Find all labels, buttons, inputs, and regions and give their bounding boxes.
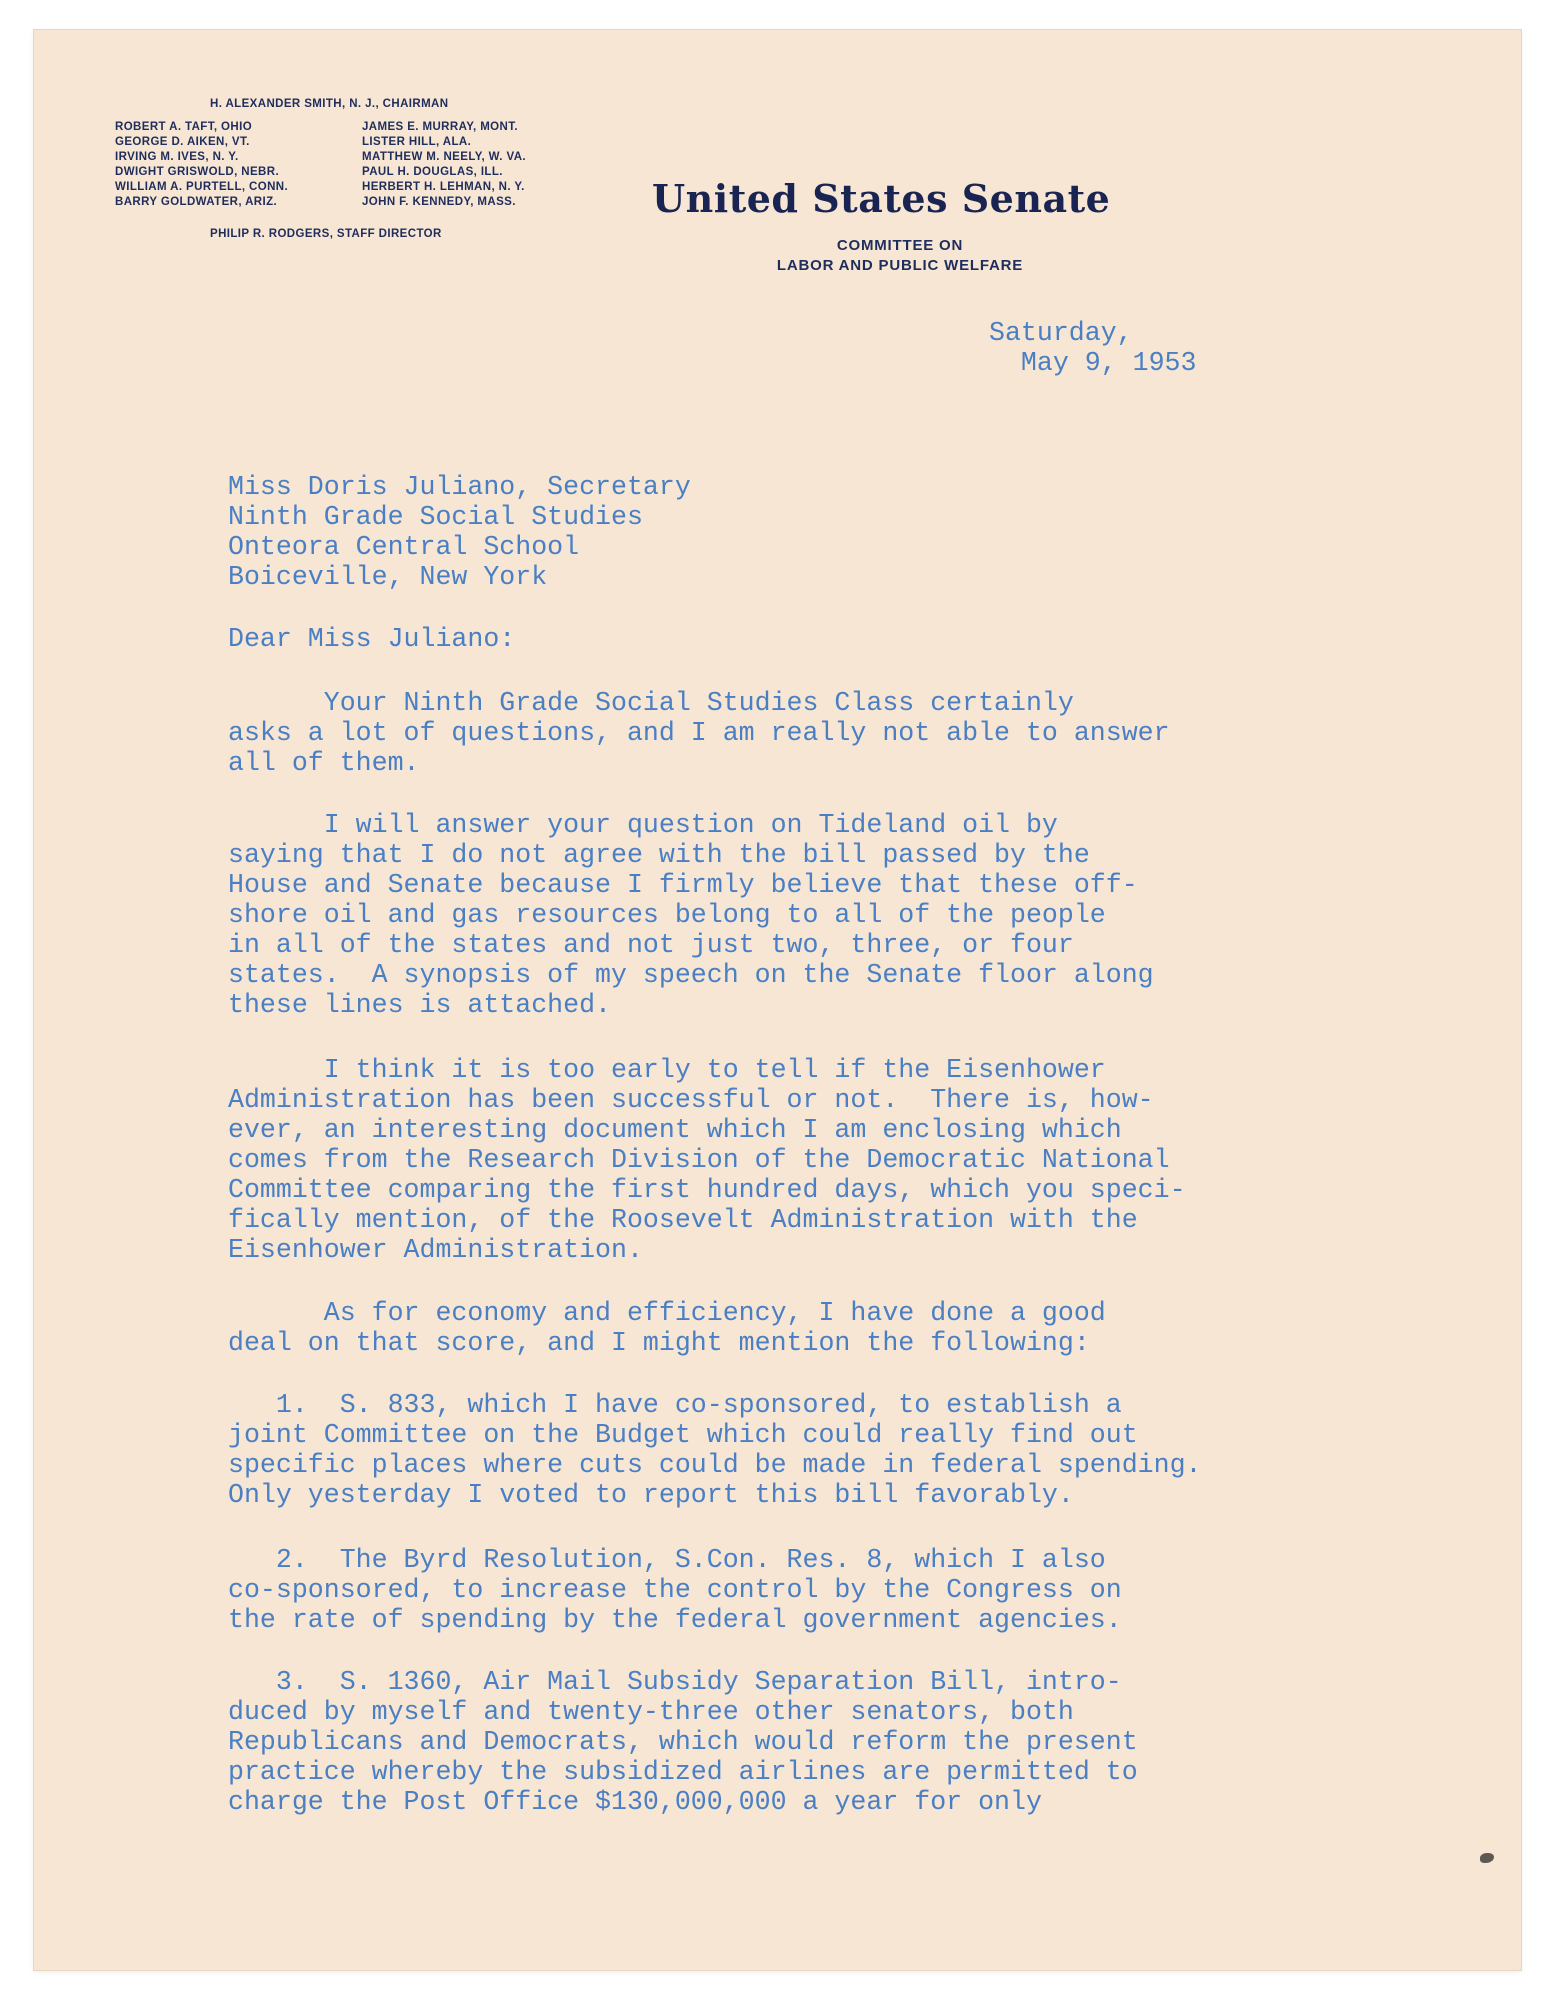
member-name: HERBERT H. LEHMAN, N. Y. bbox=[362, 181, 525, 193]
letter-date: Saturday, May 9, 1953 bbox=[989, 318, 1197, 378]
body-paragraph: I think it is too early to tell if the Eisenhower Administration has been successful or not. There is, how- ever, an interesting document which I am enclosing which comes from the Research Division of the Democratic National Committee comparing the first hundred days, which you speci- fically mention, of the Roosevelt Administration with the Eisenhower Administration. bbox=[228, 1055, 1186, 1265]
committee-line: COMMITTEE ON bbox=[836, 237, 964, 254]
member-name: JOHN F. KENNEDY, MASS. bbox=[362, 196, 516, 208]
committee-line: LABOR AND PUBLIC WELFARE bbox=[776, 257, 1024, 274]
body-paragraph: Your Ninth Grade Social Studies Class certainly asks a lot of questions, and I am really not able to answer all of them. bbox=[228, 688, 1170, 778]
body-paragraph: As for economy and efficiency, I have done a good deal on that score, and I might mention the following: bbox=[228, 1298, 1106, 1358]
numbered-item: 3. S. 1360, Air Mail Subsidy Separation Bill, intro- duced by myself and twenty-three other senators, both Republicans and Democrats, which would reform the present practice whereby the subsidized airlines are permitted to charge the Post Office $130,000,000 a year for only bbox=[228, 1667, 1138, 1817]
staff-director-line: PHILIP R. RODGERS, STAFF DIRECTOR bbox=[210, 228, 442, 240]
member-name: JAMES E. MURRAY, MONT. bbox=[362, 121, 518, 133]
recipient-address: Miss Doris Juliano, Secretary Ninth Grade Social Studies Onteora Central School Boiceville, New York bbox=[228, 472, 691, 592]
salutation: Dear Miss Juliano: bbox=[228, 624, 516, 654]
body-paragraph: I will answer your question on Tideland oil by saying that I do not agree with the bill passed by the House and Senate because I firmly believe that these off- shore oil and gas resources belong to all of the people in all of the states and not just two, three, or four states. A synopsis of my speech on the Senate floor along these lines is attached. bbox=[228, 810, 1154, 1020]
members-left-column bbox=[115, 120, 288, 210]
member-name: LISTER HILL, ALA. bbox=[362, 136, 472, 148]
numbered-item: 2. The Byrd Resolution, S.Con. Res. 8, which I also co-sponsored, to increase the control by the Congress on the rate of spending by the federal government agencies. bbox=[228, 1545, 1122, 1635]
member-name: IRVING M. IVES, N. Y. bbox=[115, 151, 239, 163]
chairman-line: H. ALEXANDER SMITH, N. J., CHAIRMAN bbox=[210, 98, 449, 110]
numbered-item: 1. S. 833, which I have co-sponsored, to establish a joint Committee on the Budget which could really find out specific places where cuts could be made in federal spending. Only yesterday I voted to report this bill favorably. bbox=[228, 1390, 1202, 1510]
member-name: DWIGHT GRISWOLD, NEBR. bbox=[115, 166, 280, 178]
members-right-column bbox=[362, 120, 526, 210]
member-name: BARRY GOLDWATER, ARIZ. bbox=[115, 196, 278, 208]
member-name: WILLIAM A. PURTELL, CONN. bbox=[115, 181, 289, 193]
member-name: PAUL H. DOUGLAS, ILL. bbox=[362, 166, 503, 178]
member-name: GEORGE D. AIKEN, VT. bbox=[115, 136, 250, 148]
member-name: ROBERT A. TAFT, OHIO bbox=[115, 121, 253, 133]
senate-title: United States Senate bbox=[652, 176, 1111, 221]
member-name: MATTHEW M. NEELY, W. VA. bbox=[362, 151, 527, 163]
committee-name bbox=[700, 236, 1100, 276]
